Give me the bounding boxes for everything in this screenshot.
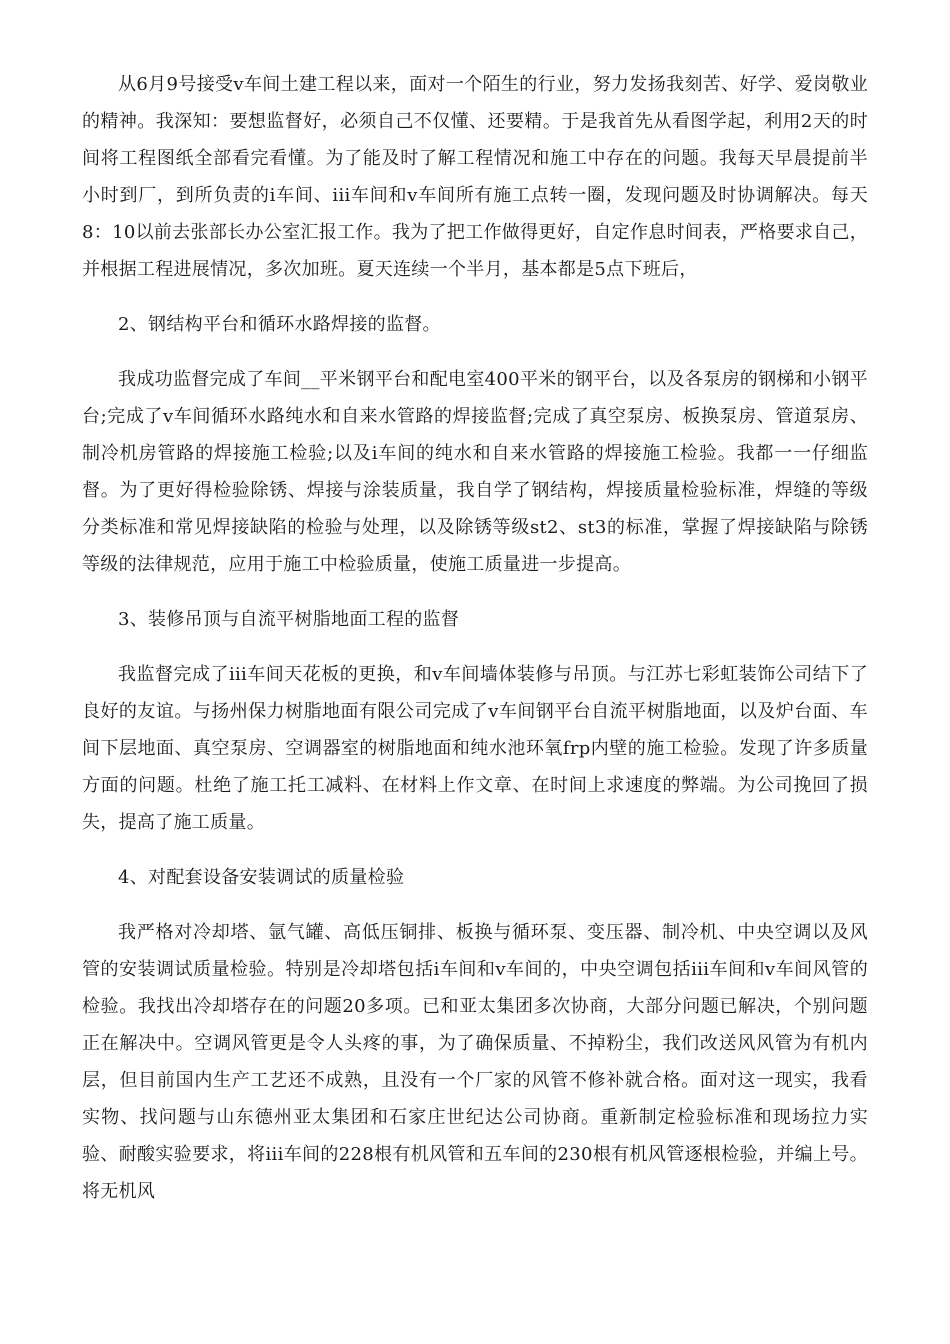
- paragraph-intro: 从6月9号接受v车间土建工程以来，面对一个陌生的行业，努力发扬我刻苦、好学、爱岗敬业的精神。我深知：要想监督好，必须自己不仅懂、还要精。于是我首先从看图学起，利用2天的时间将工程图纸全部看完看懂。为了能及时了解工程情况和施工中存在的问题。我每天早晨提前半小时到厂，到所负责的i车间、iii车间和v车间所有施工点转一圈，发现问题及时协调解决。每天8：10以前去张部长办公室汇报工作。我为了把工作做得更好，自定作息时间表，严格要求自己，并根据工程进展情况，多次加班。夏天连续一个半月，基本都是5点下班后，: [82, 74, 868, 280]
- paragraph-ceiling-floor: 我监督完成了iii车间天花板的更换，和v车间墙体装修与吊顶。与江苏七彩虹装饰公司结下了良好的友谊。与扬州保力树脂地面有限公司完成了v车间钢平台自流平树脂地面，以及炉台面、车间下层地面、真空泵房、空调器室的树脂地面和纯水池环氧frp内壁的施工检验。发现了许多质量方面的问题。杜绝了施工托工减料、在材料上作文章、在时间上求速度的弊端。为公司挽回了损失，提高了施工质量。: [82, 664, 868, 833]
- paragraph-steel-structure: 我成功监督完成了车间__平米钢平台和配电室400平米的钢平台，以及各泵房的钢梯和小钢平台;完成了v车间循环水路纯水和自来水管路的焊接监督;完成了真空泵房、板换泵房、管道泵房、制冷机房管路的焊接施工检验;以及i车间的纯水和自来水管路的焊接施工检验。我都一一仔细监督。为了更好得检验除锈、焊接与涂装质量，我自学了钢结构，焊接质量检验标准，焊缝的等级分类标准和常见焊接缺陷的检验与处理，以及除锈等级st2、st3的标准，掌握了焊接缺陷与除锈等级的法律规范，应用于施工中检验质量，使施工质量进一步提高。: [82, 369, 868, 575]
- section-heading-ceiling-floor: 3、装修吊顶与自流平树脂地面工程的监督: [118, 609, 460, 630]
- section-heading-steel-structure: 2、钢结构平台和循环水路焊接的监督。: [118, 314, 441, 335]
- document-page: [82, 66, 868, 1210]
- section-heading-equipment-inspection: 4、对配套设备安装调试的质量检验: [118, 867, 405, 888]
- paragraph-equipment-inspection: 我严格对冷却塔、氩气罐、高低压铜排、板换与循环泵、变压器、制冷机、中央空调以及风管的安装调试质量检验。特别是冷却塔包括i车间和v车间的，中央空调包括iii车间和v车间风管的检验。我找出冷却塔存在的问题20多项。已和亚太集团多次协商，大部分问题已解决，个别问题正在解决中。空调风管更是令人头疼的事，为了确保质量、不掉粉尘，我们改送风风管为有机内层，但目前国内生产工艺还不成熟，且没有一个厂家的风管不修补就合格。面对这一现实，我看实物、找问题与山东德州亚太集团和石家庄世纪达公司协商。重新制定检验标准和现场拉力实验、耐酸实验要求，将iii车间的228根有机风管和五车间的230根有机风管逐根检验，并编上号。将无机风: [82, 922, 868, 1202]
